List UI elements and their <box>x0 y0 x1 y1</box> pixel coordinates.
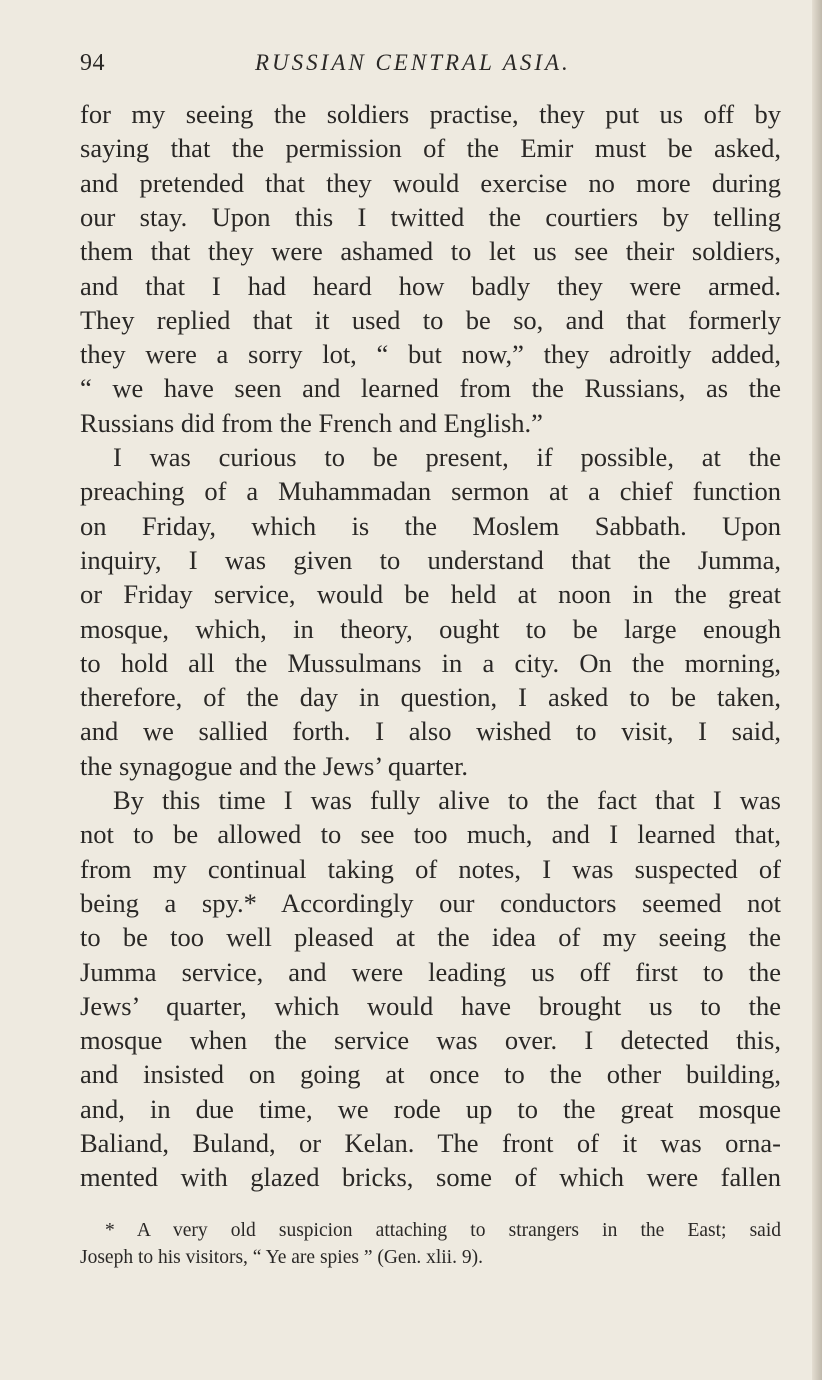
body-line: “ we have seen and learned from the Russians, as the <box>80 373 781 404</box>
body-line: or Friday service, would be held at noon in the great <box>80 579 781 610</box>
body-line: and we sallied forth. I also wished to visit, I said, <box>80 716 781 747</box>
footnote-line: * A very old suspicion attaching to strangers in the East; said <box>105 1220 781 1241</box>
page-edge-shadow <box>812 0 822 1380</box>
body-line: the synagogue and the Jews’ quarter. <box>80 750 469 781</box>
body-line: to be too well pleased at the idea of my seeing the <box>80 922 781 953</box>
body-line: and that I had heard how badly they were armed. <box>80 270 781 301</box>
body-line: Jews’ quarter, which would have brought us to the <box>80 990 781 1021</box>
body-line: I was curious to be present, if possible, at the <box>113 442 781 472</box>
body-line: on Friday, which is the Moslem Sabbath. Upon <box>80 510 781 541</box>
footnote-line: Joseph to his visitors, “ Ye are spies ” (Gen. xlii. 9). <box>80 1246 483 1268</box>
body-line: therefore, of the day in question, I asked to be taken, <box>80 682 781 713</box>
body-line: inquiry, I was given to understand that the Jumma, <box>80 544 781 575</box>
body-line: and pretended that they would exercise no more during <box>80 167 781 198</box>
body-line: Jumma service, and were leading us off first to the <box>80 956 781 987</box>
body-line: and insisted on going at once to the other building, <box>80 1059 781 1090</box>
body-line: them that they were ashamed to let us see their soldiers, <box>80 236 781 267</box>
body-line: preaching of a Muhammadan sermon at a chief function <box>80 476 781 507</box>
body-line: to hold all the Mussulmans in a city. On the morning, <box>80 647 781 678</box>
page-number: 94 <box>80 50 105 76</box>
body-line: Baliand, Buland, or Kelan. The front of it was orna- <box>80 1128 781 1158</box>
body-line: and, in due time, we rode up to the great mosque <box>80 1093 781 1124</box>
body-line: They replied that it used to be so, and that formerly <box>80 304 781 335</box>
body-line: saying that the permission of the Emir must be asked, <box>80 133 781 164</box>
body-line: mosque when the service was over. I detected this, <box>80 1025 781 1056</box>
body-line: not to be allowed to see too much, and I learned that, <box>80 819 781 850</box>
body-line: By this time I was fully alive to the fact that I was <box>113 785 781 815</box>
body-line: they were a sorry lot, “ but now,” they adroitly added, <box>80 339 781 370</box>
body-line: our stay. Upon this I twitted the courtiers by telling <box>80 201 781 232</box>
body-line: for my seeing the soldiers practise, they put us off by <box>80 99 781 129</box>
running-title: RUSSIAN CENTRAL ASIA. <box>255 50 571 75</box>
body-line: Russians did from the French and English.” <box>80 407 543 438</box>
body-line: from my continual taking of notes, I was suspected of <box>80 853 781 884</box>
body-line: mented with glazed bricks, some of which were fallen <box>80 1162 781 1193</box>
body-line: being a spy.* Accordingly our conductors seemed not <box>80 887 781 918</box>
body-line: mosque, which, in theory, ought to be large enough <box>80 613 781 644</box>
